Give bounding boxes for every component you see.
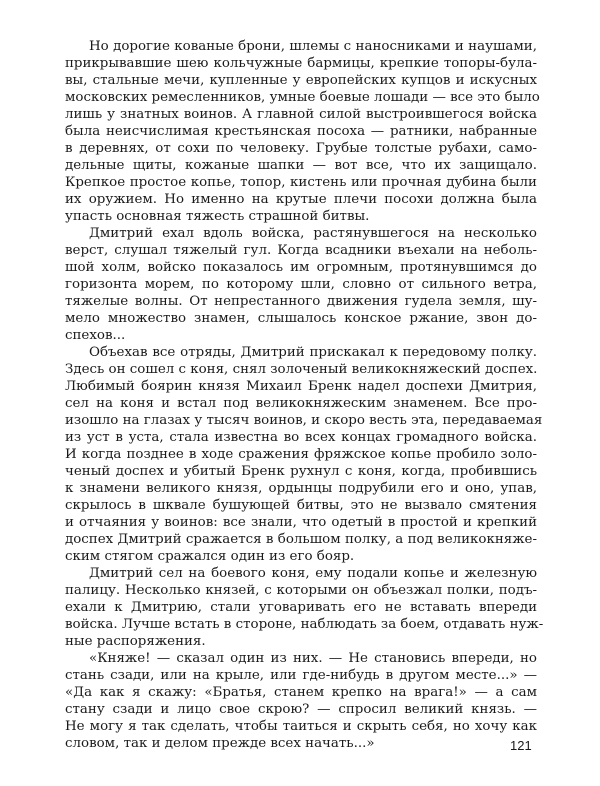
paragraph	[65, 38, 540, 225]
text-line: горизонта морем, по которому шли, словно от сильного ветра,	[65, 277, 537, 292]
text-line: Объехав все отряды, Дмитрий прискакал к передовому полку.	[89, 345, 537, 360]
text-line: шой холм, войско показалось им огромным, протянувшимся до	[65, 260, 537, 275]
text-line: и отчаяния у воинов: все знали, что одетый в простой и крепкий	[65, 515, 537, 530]
text-line: Но дорогие кованые брони, шлемы с наносниками и наушами,	[89, 39, 537, 54]
page-number: 121	[510, 738, 532, 753]
text-line: Любимый боярин князя Михаил Бренк надел доспехи Дмитрия,	[65, 379, 537, 394]
text-line: в деревнях, от сохи по человеку. Грубые толстые рубахи, само-	[65, 141, 537, 156]
text-line: стану сзади и лицо свое скрою? — спросил великий князь. —	[65, 702, 537, 717]
text-line: ехали к Дмитрию, стали уговаривать его не вставать впереди	[65, 600, 537, 615]
paragraph	[65, 344, 543, 565]
text-line: Не могу я так сделать, чтобы таиться и скрыть себя, но хочу как	[65, 719, 537, 734]
text-line: Крепкое простое копье, топор, кистень или прочная дубина были	[65, 175, 537, 190]
text-line: И когда позднее в ходе сражения фряжское копье пробило золо-	[65, 447, 537, 462]
text-line: к знамени великого князя, ордынцы подрубили его и оно, упав,	[65, 481, 537, 496]
text-line: войска. Лучше встать в стороне, наблюдать за боем, отдавать нуж-	[65, 617, 544, 632]
text-line: вы, стальные мечи, купленные у европейских купцов и искусных	[65, 73, 537, 88]
text-line: изошло на глазах у тысяч воинов, и скоро весть эта, передаваемая	[65, 413, 543, 428]
text-line: их оружием. Но именно на крутые плечи посохи должна была	[65, 192, 537, 207]
text-line: дельные щиты, кожаные шапки — вот все, что их защищало.	[65, 158, 537, 173]
text-line: словом, так и делом прежде всех начать...»	[65, 736, 375, 751]
text-line: прикрывавшие шею кольчужные бармицы, крепкие топоры-була-	[65, 56, 537, 71]
text-line: спехов...	[65, 328, 126, 343]
text-line: московских ремесленников, умные боевые лошади — все это было	[65, 90, 540, 105]
text-line: доспех Дмитрий сражается в большом полку, а под великокняже-	[65, 532, 537, 547]
text-line: упасть основная тяжесть страшной битвы.	[65, 209, 370, 224]
text-line: стань сзади, или на крыле, или где-нибудь в другом месте...» —	[65, 668, 537, 683]
text-line: сел на коня и встал под великокняжеским знаменем. Все про-	[65, 396, 537, 411]
paragraph	[65, 650, 537, 752]
text-line: была неисчислимая крестьянская посоха — ратники, набранные	[65, 124, 537, 139]
text-line: «Княже! — сказал один из них. — Не становись впереди, но	[89, 651, 537, 666]
text-line: ные распоряжения.	[65, 634, 206, 649]
text-line: скрылось в шквале бушующей битвы, это не вызвало смятения	[65, 498, 537, 513]
text-line: из уст в уста, стала известна во всех концах громадного войска.	[65, 430, 537, 445]
text-line: мело множество знамен, слышалось конское ржание, звон до-	[65, 311, 537, 326]
text-line: Дмитрий сел на боевого коня, ему подали копье и железную	[89, 566, 537, 581]
paragraph	[65, 225, 537, 344]
paragraph	[65, 565, 544, 650]
text-line: лишь у знатных воинов. А главной силой выстроившегося войска	[65, 107, 537, 122]
text-line: «Да как я скажу: «Братья, станем крепко на врага!» — а сам	[65, 685, 537, 700]
text-line: ченый доспех и убитый Бренк рухнул с коня, когда, пробившись	[65, 464, 537, 479]
page-body	[65, 38, 544, 752]
text-line: палицу. Несколько князей, с которыми он объезжал полки, подъ-	[65, 583, 537, 598]
text-line: ским стягом сражался один из его бояр.	[65, 549, 355, 564]
text-line: Дмитрий ехал вдоль войска, растянувшегося на несколько	[89, 226, 537, 241]
text-line: Здесь он сошел с коня, снял золоченый великокняжеский доспех.	[65, 362, 538, 377]
text-line: верст, слушал тяжелый гул. Когда всадники въехали на неболь-	[65, 243, 537, 258]
text-line: тяжелые волны. От непрестанного движения гудела земля, шу-	[65, 294, 537, 309]
